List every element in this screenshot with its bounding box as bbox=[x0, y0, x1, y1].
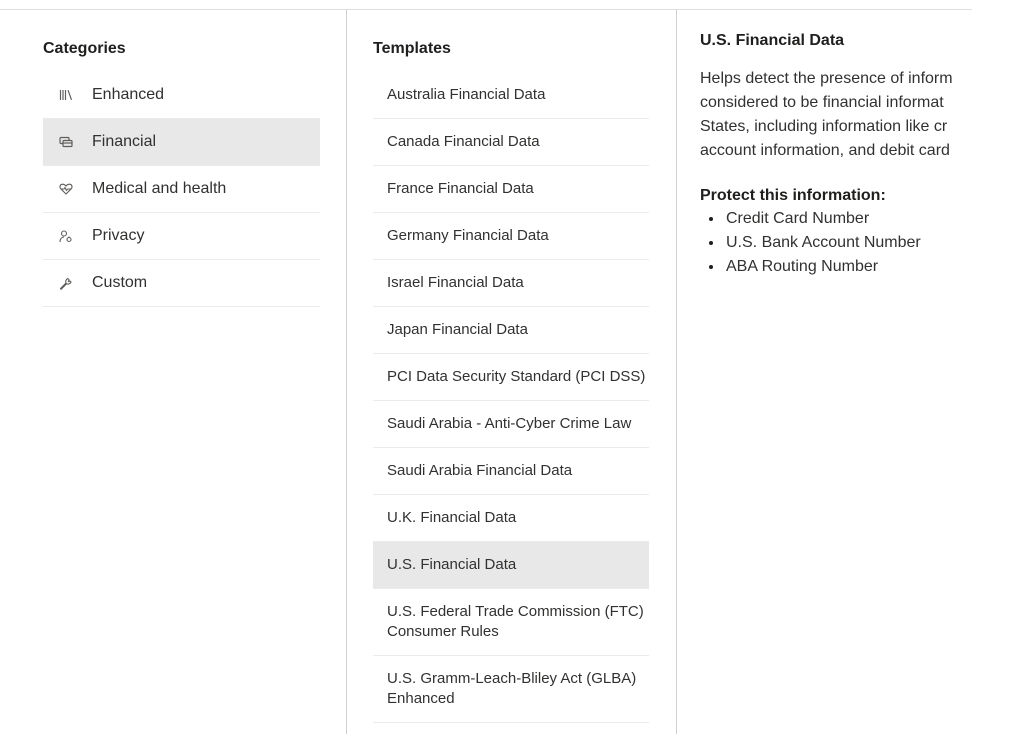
category-item-medical-and-health[interactable] bbox=[43, 166, 320, 213]
template-label: Germany Financial Data bbox=[387, 227, 549, 244]
templates-heading: Templates bbox=[373, 40, 451, 57]
category-label: Custom bbox=[92, 274, 148, 291]
template-label: U.S. Financial Data bbox=[387, 556, 517, 573]
category-item-enhanced[interactable] bbox=[43, 72, 320, 119]
template-item[interactable] bbox=[373, 656, 649, 723]
column-divider-2 bbox=[676, 10, 677, 734]
protect-list bbox=[700, 207, 972, 279]
category-label: Enhanced bbox=[92, 86, 165, 103]
template-label: Saudi Arabia Financial Data bbox=[387, 462, 573, 479]
description-line: States, including information like cr bbox=[700, 118, 948, 135]
template-item[interactable] bbox=[373, 589, 649, 656]
template-label: Saudi Arabia - Anti-Cyber Crime Law bbox=[387, 415, 632, 432]
template-item[interactable] bbox=[373, 354, 649, 401]
template-label: Japan Financial Data bbox=[387, 321, 528, 338]
template-label: France Financial Data bbox=[387, 180, 534, 197]
cards-icon bbox=[39, 136, 92, 148]
categories-heading: Categories bbox=[43, 40, 126, 57]
description-line: considered to be financial informat bbox=[700, 94, 944, 111]
library-icon bbox=[39, 89, 92, 101]
template-item[interactable] bbox=[373, 260, 649, 307]
template-item-selected[interactable] bbox=[373, 542, 649, 589]
category-label: Medical and health bbox=[92, 180, 227, 197]
details-title: U.S. Financial Data bbox=[700, 32, 845, 49]
description-line: account information, and debit card bbox=[700, 142, 950, 159]
categories-column bbox=[43, 10, 320, 307]
category-label: Financial bbox=[92, 133, 157, 150]
template-item[interactable] bbox=[373, 72, 649, 119]
template-item[interactable] bbox=[373, 495, 649, 542]
template-item[interactable] bbox=[373, 401, 649, 448]
template-item[interactable] bbox=[373, 448, 649, 495]
templates-column bbox=[373, 10, 649, 723]
template-item[interactable] bbox=[373, 213, 649, 260]
heart-pulse-icon bbox=[39, 183, 92, 195]
category-item-financial[interactable] bbox=[43, 119, 320, 166]
category-item-privacy[interactable] bbox=[43, 213, 320, 260]
template-label: Australia Financial Data bbox=[387, 86, 546, 103]
protect-heading: Protect this information: bbox=[700, 187, 886, 204]
protect-item: • ABA Routing Number bbox=[724, 255, 972, 279]
template-label: U.S. Gramm-Leach-Bliley Act (GLBA) Enhanced bbox=[387, 670, 637, 707]
wrench-icon bbox=[39, 277, 92, 290]
template-item[interactable] bbox=[373, 166, 649, 213]
details-description bbox=[700, 67, 972, 163]
column-divider-1 bbox=[346, 10, 347, 734]
category-item-custom[interactable] bbox=[43, 260, 320, 307]
template-label: Israel Financial Data bbox=[387, 274, 524, 291]
protect-item: • U.S. Bank Account Number bbox=[724, 231, 972, 255]
template-label: Canada Financial Data bbox=[387, 133, 540, 150]
template-item[interactable] bbox=[373, 119, 649, 166]
person-key-icon bbox=[39, 230, 92, 243]
template-label: PCI Data Security Standard (PCI DSS) bbox=[387, 368, 646, 385]
protect-item: • Credit Card Number bbox=[724, 207, 972, 231]
description-line: Helps detect the presence of inform bbox=[700, 70, 953, 87]
template-details-pane bbox=[700, 10, 972, 279]
template-item[interactable] bbox=[373, 307, 649, 354]
template-label: U.K. Financial Data bbox=[387, 509, 517, 526]
category-label: Privacy bbox=[92, 227, 145, 244]
template-label: U.S. Federal Trade Commission (FTC) Consumer Rules bbox=[387, 603, 644, 640]
